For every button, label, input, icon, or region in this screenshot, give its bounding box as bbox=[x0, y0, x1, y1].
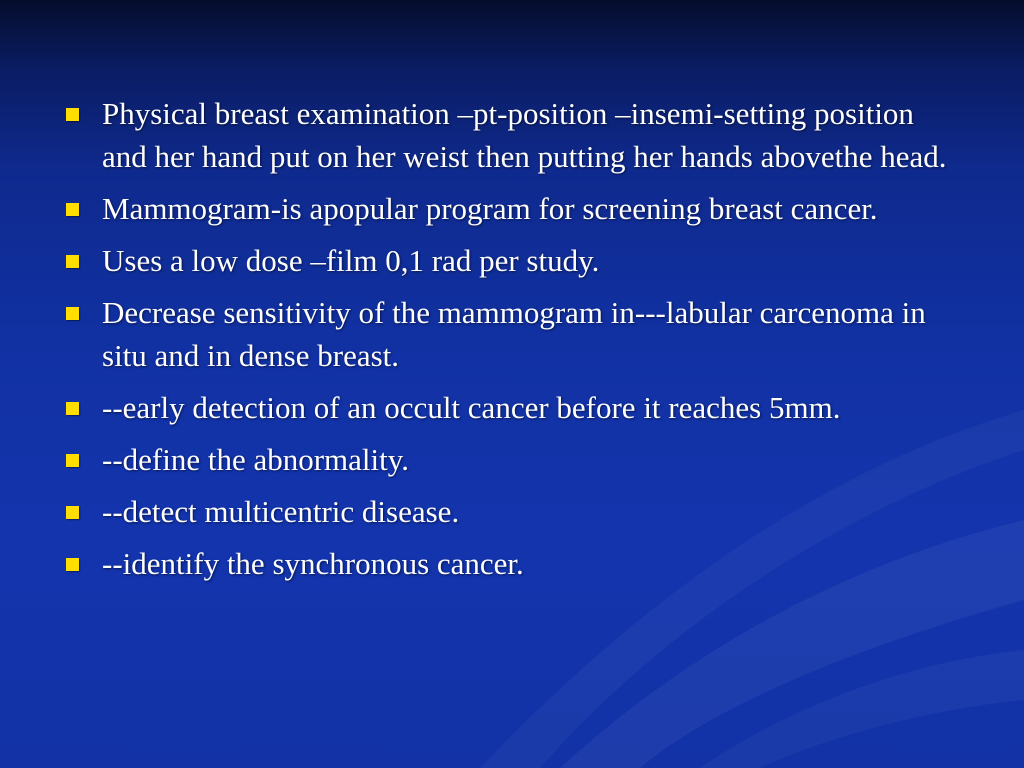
bullet-list bbox=[62, 92, 962, 585]
bullet-text: Mammogram-is apopular program for screening breast cancer. bbox=[102, 191, 878, 226]
bullet-item bbox=[62, 92, 962, 178]
bullet-square-icon bbox=[66, 203, 79, 216]
bullet-item bbox=[62, 490, 962, 533]
bullet-item bbox=[62, 187, 962, 230]
bullet-item bbox=[62, 386, 962, 429]
bullet-text: --define the abnormality. bbox=[102, 442, 410, 477]
slide-content bbox=[62, 92, 962, 594]
bullet-item bbox=[62, 291, 962, 377]
bullet-text: --identify the synchronous cancer. bbox=[102, 546, 524, 581]
bullet-square-icon bbox=[66, 307, 79, 320]
bullet-square-icon bbox=[66, 506, 79, 519]
bullet-square-icon bbox=[66, 108, 79, 121]
bullet-item bbox=[62, 239, 962, 282]
bullet-square-icon bbox=[66, 454, 79, 467]
bullet-text: Physical breast examination –pt-position –insemi-setting position and her hand put on her weist then putting her hands abovethe head. bbox=[102, 96, 947, 174]
bullet-text: Uses a low dose –film 0,1 rad per study. bbox=[102, 243, 600, 278]
bullet-text: Decrease sensitivity of the mammogram in---labular carcenoma in situ and in dense breast. bbox=[102, 295, 926, 373]
bullet-square-icon bbox=[66, 558, 79, 571]
bullet-square-icon bbox=[66, 255, 79, 268]
bullet-item bbox=[62, 542, 962, 585]
bullet-item bbox=[62, 438, 962, 481]
bullet-text: --detect multicentric disease. bbox=[102, 494, 460, 529]
bullet-text: --early detection of an occult cancer before it reaches 5mm. bbox=[102, 390, 841, 425]
bullet-square-icon bbox=[66, 402, 79, 415]
